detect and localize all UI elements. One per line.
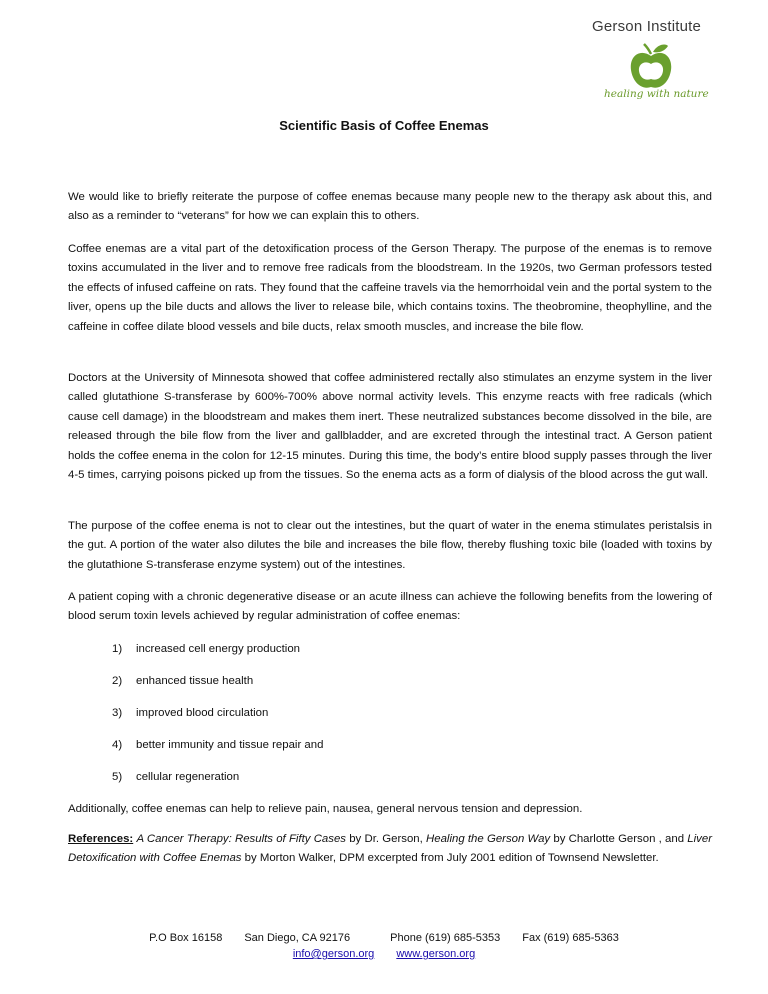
paragraph-intro: We would like to briefly reiterate the purpose of coffee enemas because many people new to the therapy ask about this, and also as a reminder to “veterans” for how we can explain this to others. xyxy=(68,191,712,223)
list-item-number: 3) xyxy=(112,707,123,719)
reference-work-3: Liver Detoxification with Coffee Enemas xyxy=(68,833,712,865)
reference-work-1: A Cancer Therapy: Results of Fifty Cases xyxy=(136,833,346,845)
benefits-list xyxy=(112,640,612,800)
list-item-number: 5) xyxy=(112,771,123,783)
list-item-number: 1) xyxy=(112,643,123,655)
list-item xyxy=(112,736,612,768)
paragraph-benefits-intro: A patient coping with a chronic degenerative disease or an acute illness can achieve the following benefits from the lowering of blood serum toxin levels achieved by regular administration of coffee enemas: xyxy=(68,591,712,623)
list-item-number: 4) xyxy=(112,739,123,751)
list-item-number: 2) xyxy=(112,675,123,687)
list-item-text: improved blood circulation xyxy=(136,707,269,719)
footer-links-line xyxy=(0,946,768,962)
list-item xyxy=(112,768,612,800)
footer-po-box: P.O Box 16158 xyxy=(149,932,223,944)
reference-author-1: by Dr. Gerson, xyxy=(345,833,427,845)
gerson-institute-logo xyxy=(580,18,730,108)
paragraph-detox: Coffee enemas are a vital part of the detoxification process of the Gerson Therapy. The purpose of the enemas is to remove toxins accumulated in the liver and to remove free radicals from the bloodstream. In the 1920s, two German professors tested the effects of infused caffeine on rats. They found that the caffeine travels via the hemorrhoidal vein and the portal system to the liver, opens up the bile ducts and allows the liver to release bile, which contains toxins. The theobromine, theophylline, and the caffeine in coffee dilate blood vessels and bile ducts, relax smooth muscles, and increase the bile flow. xyxy=(68,243,712,333)
reference-author-2: by Charlotte Gerson , and xyxy=(550,833,688,845)
list-item-text: cellular regeneration xyxy=(136,771,240,783)
logo-name: Gerson Institute xyxy=(592,18,702,35)
paragraph-closing: Additionally, coffee enemas can help to relieve pain, nausea, general nervous tension and depression. xyxy=(68,803,583,815)
website-link[interactable]: www.gerson.org xyxy=(396,948,476,960)
reference-work-2: Healing the Gerson Way xyxy=(426,833,551,845)
footer-address-line xyxy=(0,930,768,946)
paragraph-enzyme: Doctors at the University of Minnesota showed that coffee administered rectally also stimulates an enzyme system in the liver called glutathione S-transferase by 600%-700% above normal activity levels. This enzyme reacts with free radicals (which cause cell damage) in the bloodstream and makes them inert. These neutralized substances become dissolved in the bile, are released through the bile flow from the liver and gallbladder, and are excreted through the intestinal tract. A Gerson patient holds the coffee enema in the colon for 12-15 minutes. During this time, the body’s entire blood supply passes through the liver 4-5 times, carrying poisons picked up from the tissues. So the enema acts as a form of dialysis of the blood across the gut wall. xyxy=(68,372,712,482)
list-item xyxy=(112,704,612,736)
footer-fax: Fax (619) 685-5363 xyxy=(522,932,619,944)
paragraph-purpose: The purpose of the coffee enema is not to clear out the intestines, but the quart of water in the enema stimulates peristalsis in the gut. A portion of the water also dilutes the bile and increases the bile flow, thereby flushing toxic bile (loaded with toxins by the glutathione S-transferase enzyme system) out of the intestines. xyxy=(68,520,712,571)
footer-city: San Diego, CA 92176 xyxy=(244,932,351,944)
footer xyxy=(0,930,768,962)
references-label: References: xyxy=(68,833,134,845)
list-item-text: enhanced tissue health xyxy=(136,675,254,687)
list-item-text: increased cell energy production xyxy=(136,643,300,655)
logo-tagline: healing with nature xyxy=(604,88,709,100)
list-item xyxy=(112,672,612,704)
reference-author-3: by Morton Walker, DPM excerpted from July 2001 edition of Townsend Newsletter. xyxy=(241,852,659,865)
references xyxy=(68,830,712,869)
email-link[interactable]: info@gerson.org xyxy=(292,948,375,960)
page-title: Scientific Basis of Coffee Enemas xyxy=(279,118,489,133)
list-item-text: better immunity and tissue repair and xyxy=(136,739,324,751)
list-item xyxy=(112,640,612,672)
footer-phone: Phone (619) 685-5353 xyxy=(390,932,501,944)
